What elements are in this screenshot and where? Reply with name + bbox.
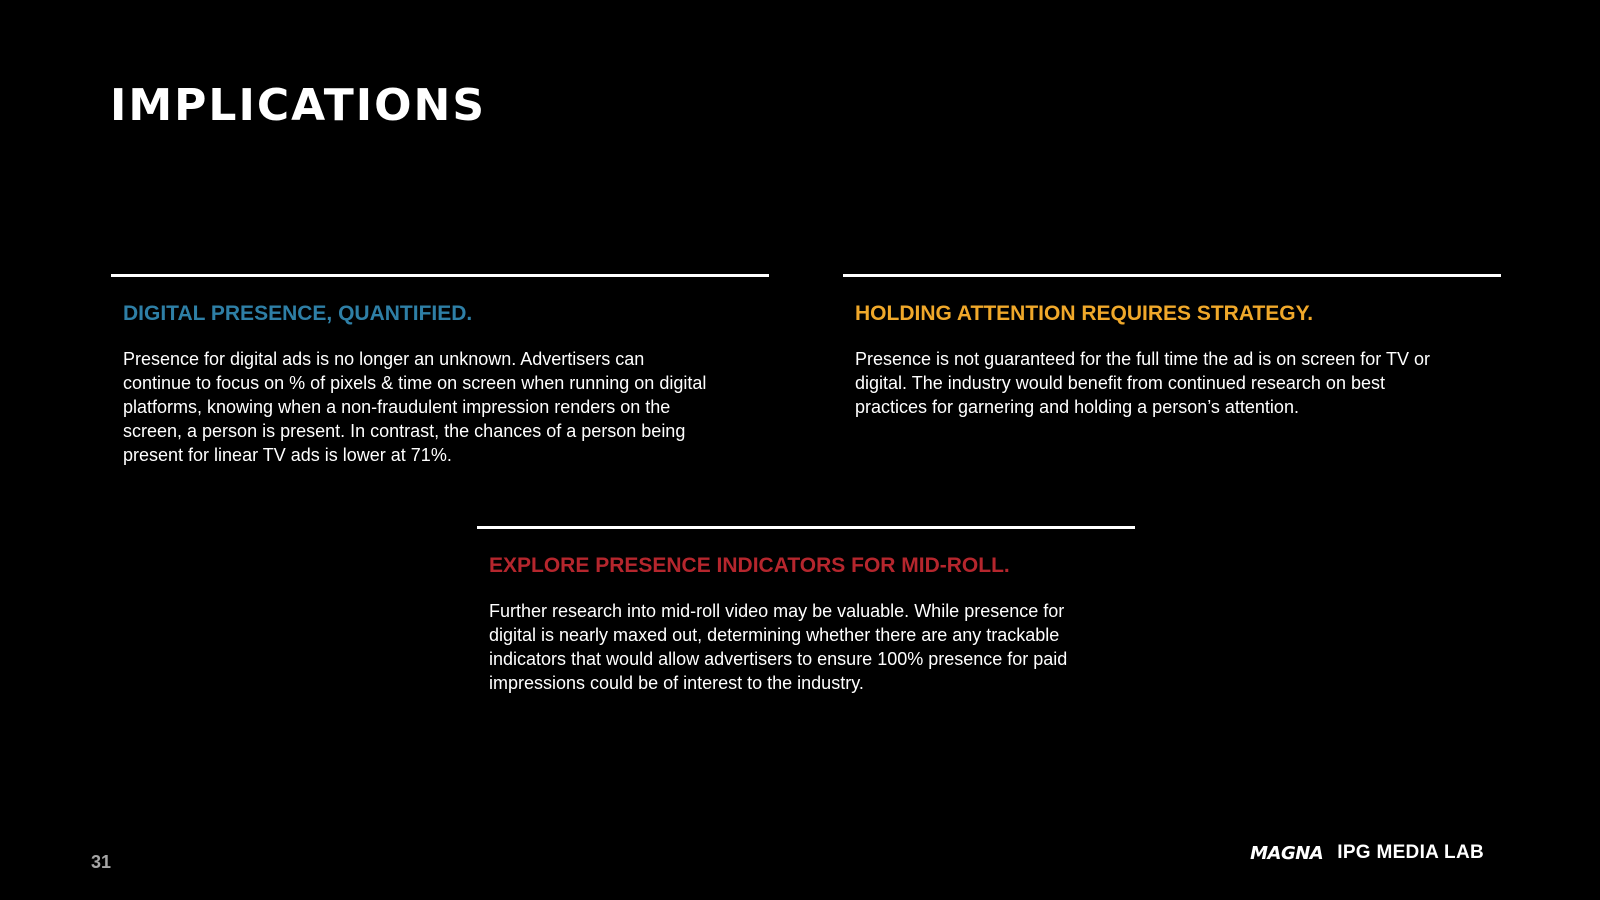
- implication-block-mid-roll: [477, 526, 1135, 695]
- page-number: 31: [91, 852, 112, 872]
- block-body: Further research into mid-roll video may be valuable. While presence for digital is nearly maxed out, determining whether there are any trackable indicators that would allow advertisers to ensure 100% presence for paid impressions could be of interest to the industry.: [489, 601, 1068, 693]
- slide-title: IMPLICATIONS: [110, 80, 487, 131]
- implication-block-digital-presence: [111, 274, 769, 467]
- magna-logo: MAGNA: [1250, 842, 1324, 864]
- block-body: Presence for digital ads is no longer an unknown. Advertisers can continue to focus on % of pixels & time on screen when running on digital platforms, knowing when a non-fraudulent impression renders on the screen, a person is present. In contrast, the chances of a person being present for linear TV ads is lower at 71%.: [123, 349, 707, 465]
- block-heading: EXPLORE PRESENCE INDICATORS FOR MID-ROLL.: [489, 554, 1010, 577]
- footer-logos: [1250, 842, 1484, 864]
- divider-line: [843, 274, 1501, 277]
- divider-line: [477, 526, 1135, 529]
- divider-line: [111, 274, 769, 277]
- implication-block-holding-attention: [843, 274, 1501, 419]
- block-heading: HOLDING ATTENTION REQUIRES STRATEGY.: [855, 302, 1314, 325]
- block-body: Presence is not guaranteed for the full time the ad is on screen for TV or digital. The industry would benefit from continued research on best practices for garnering and holding a person’s attention.: [855, 349, 1430, 417]
- block-heading: DIGITAL PRESENCE, QUANTIFIED.: [123, 302, 473, 325]
- ipg-media-lab-logo: IPG MEDIA LAB: [1337, 842, 1484, 863]
